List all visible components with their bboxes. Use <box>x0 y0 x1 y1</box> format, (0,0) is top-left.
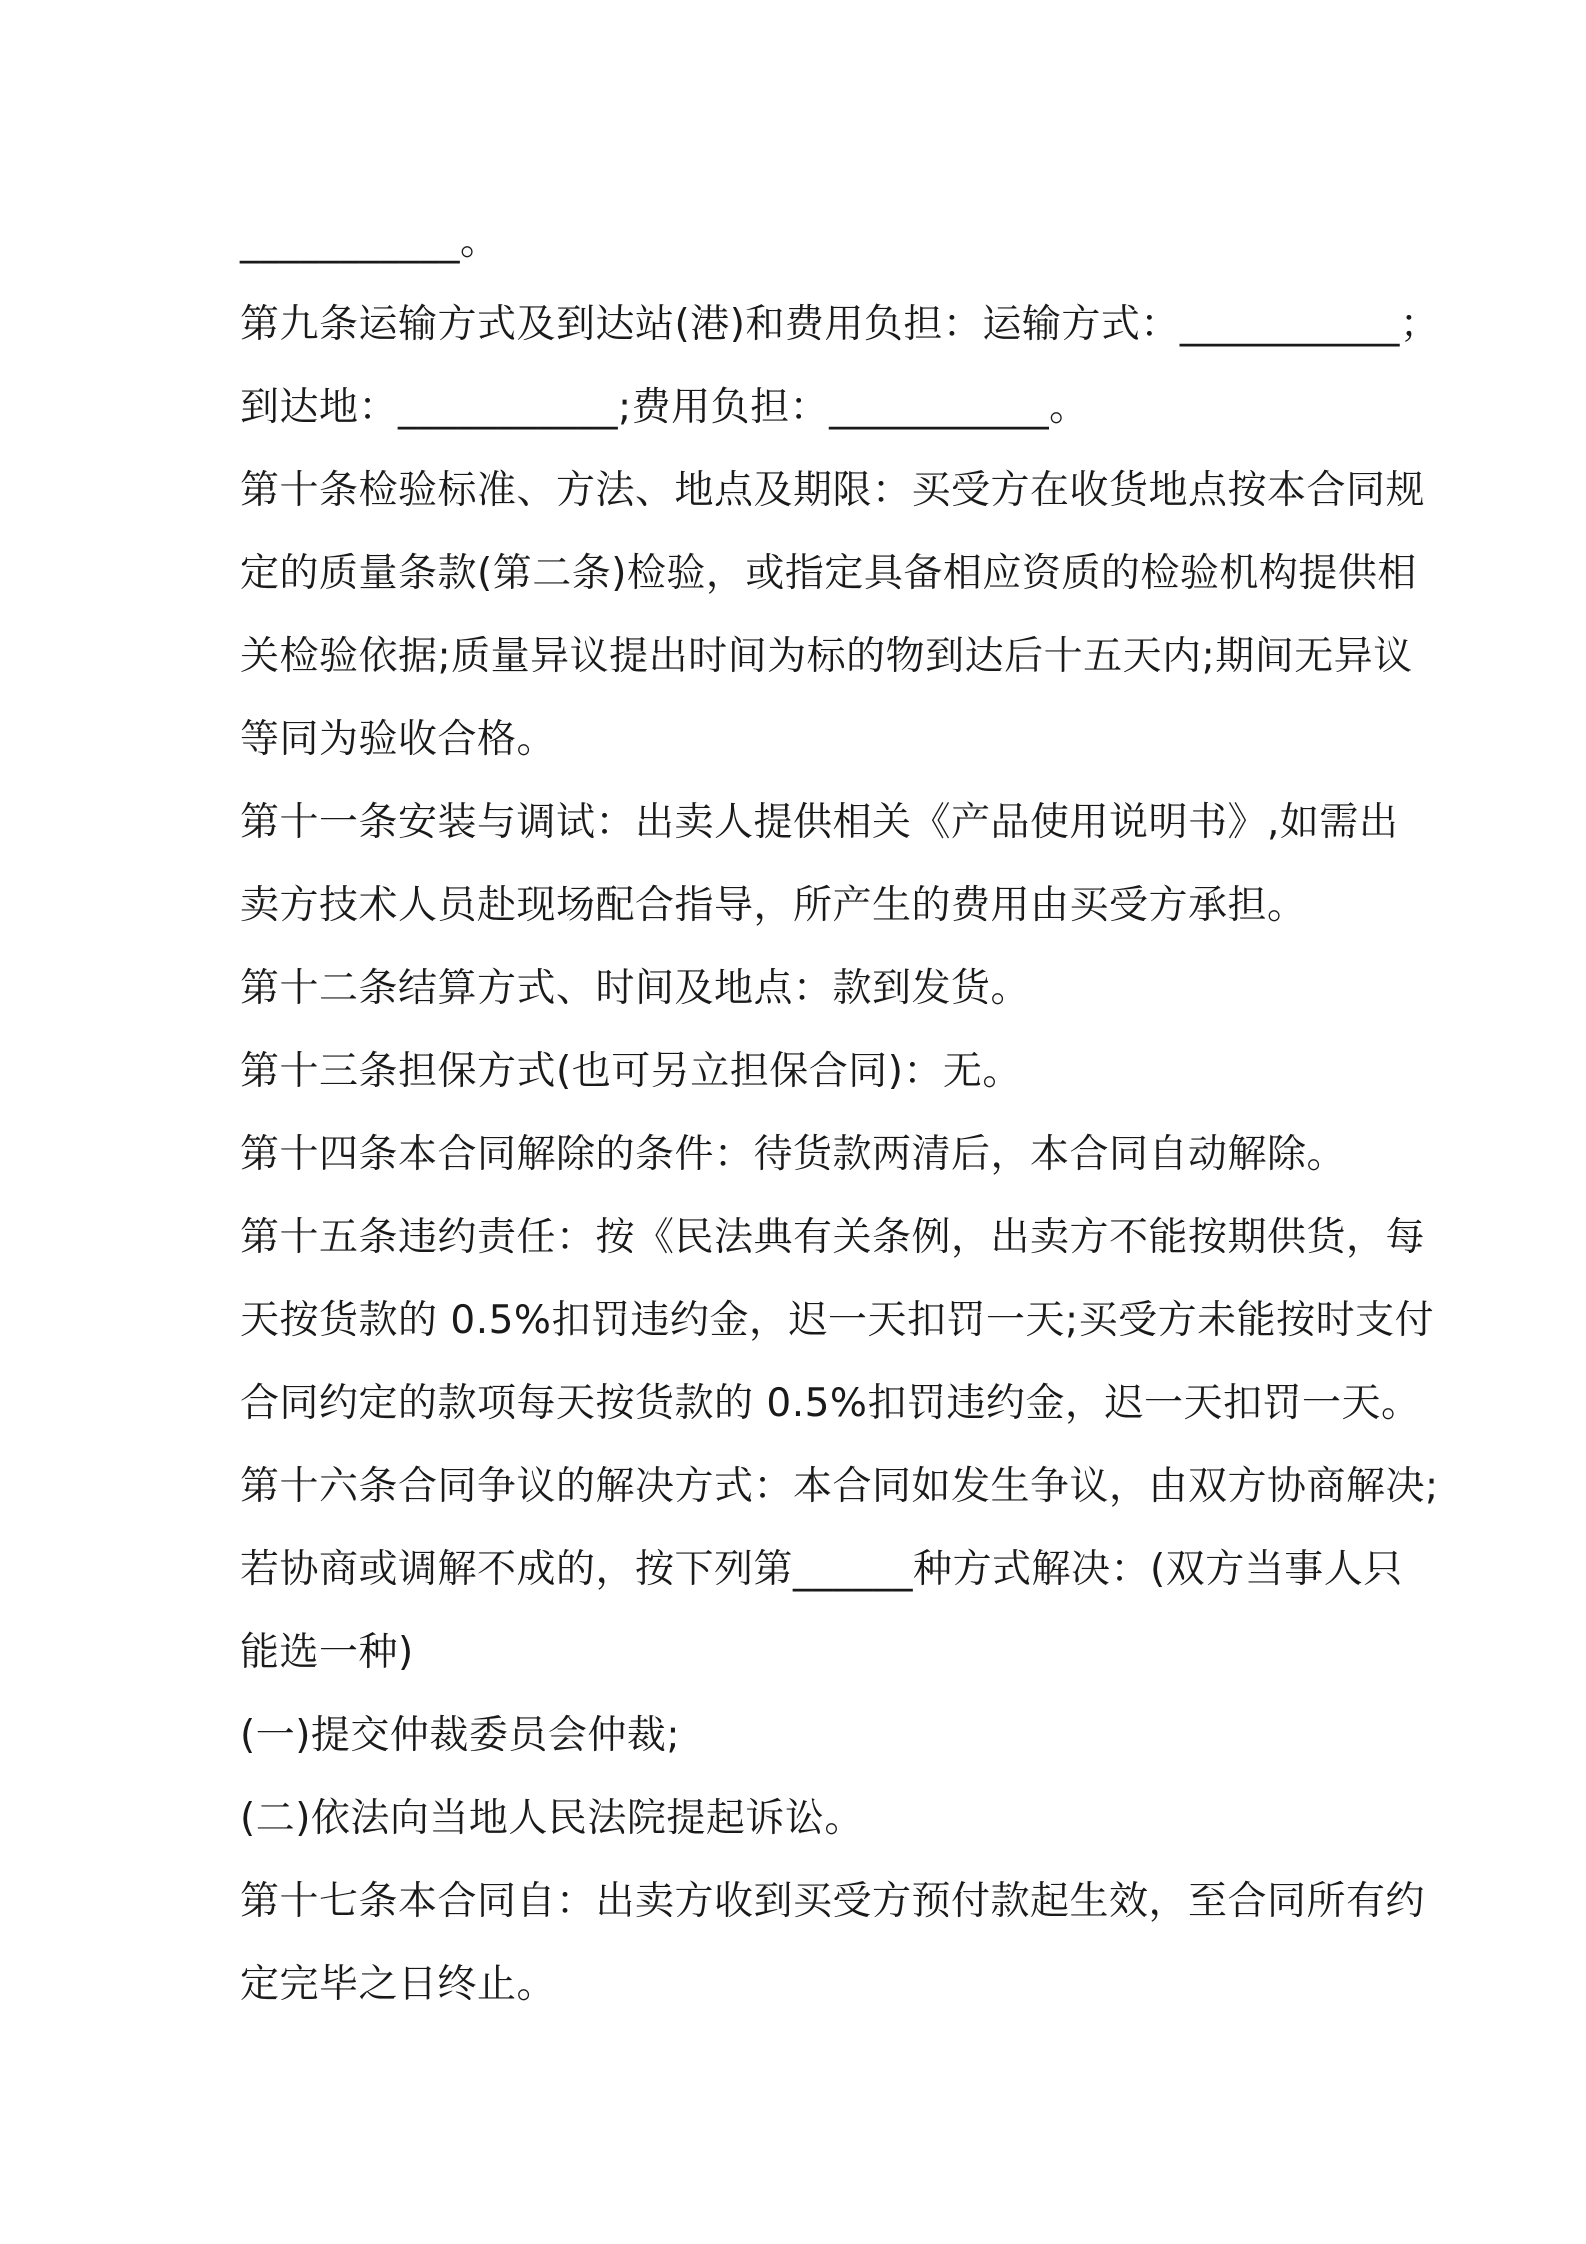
text-line: 能选一种) <box>240 1630 414 1675</box>
text-line: 第十五条违约责任：按《民法典有关条例，出卖方不能按期供货，每 <box>240 1215 1426 1260</box>
text-line: 第十六条合同争议的解决方式：本合同如发生争议，由双方协商解决; <box>240 1464 1439 1509</box>
text-line: 第十三条担保方式(也可另立担保合同)：无。 <box>240 1049 1022 1094</box>
text-line: 关检验依据;质量异议提出时间为标的物到达后十五天内;期间无异议 <box>240 634 1413 679</box>
contract-text <box>240 200 1440 2026</box>
text-line: 天按货款的 0.5%扣罚违约金，迟一天扣罚一天;买受方未能按时支付 <box>240 1298 1435 1343</box>
text-line: ___________。 <box>240 219 500 264</box>
text-line: 若协商或调解不成的，按下列第______种方式解决：(双方当事人只 <box>240 1547 1403 1592</box>
text-line: 第十条检验标准、方法、地点及期限：买受方在收货地点按本合同规 <box>240 468 1426 513</box>
text-line: 第十四条本合同解除的条件：待货款两清后，本合同自动解除。 <box>240 1132 1347 1177</box>
text-line: 第九条运输方式及到达站(港)和费用负担：运输方式：___________； <box>240 302 1440 347</box>
text-line: (二)依法向当地人民法院提起诉讼。 <box>240 1796 864 1841</box>
text-line: 到达地：___________;费用负担：___________。 <box>240 385 1089 430</box>
text-line: 第十一条安装与调试：出卖人提供相关《产品使用说明书》,如需出 <box>240 800 1399 845</box>
text-line: 第十二条结算方式、时间及地点：款到发货。 <box>240 966 1031 1011</box>
text-line: 合同约定的款项每天按货款的 0.5%扣罚违约金，迟一天扣罚一天。 <box>240 1381 1421 1426</box>
text-line: 卖方技术人员赴现场配合指导，所产生的费用由买受方承担。 <box>240 883 1307 928</box>
text-line: (一)提交仲裁委员会仲裁; <box>240 1713 681 1758</box>
text-line: 第十七条本合同自：出卖方收到买受方预付款起生效，至合同所有约 <box>240 1879 1426 1924</box>
text-line: 定的质量条款(第二条)检验，或指定具备相应资质的检验机构提供相 <box>240 551 1417 596</box>
text-line: 定完毕之日终止。 <box>240 1962 557 2007</box>
text-line: 等同为验收合格。 <box>240 717 557 762</box>
